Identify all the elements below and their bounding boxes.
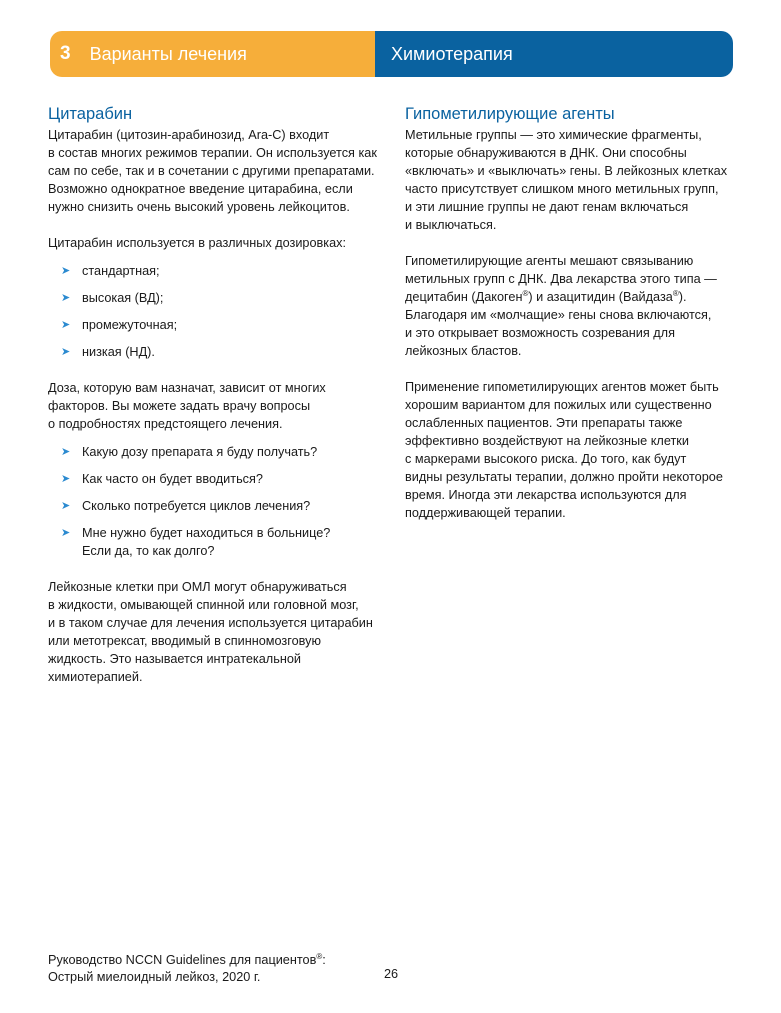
list-item-text: стандартная; [82, 264, 160, 278]
left-column [48, 104, 377, 704]
list-item-text: Как часто он будет вводиться? [82, 472, 263, 486]
page-header [50, 31, 733, 77]
list-item-text: Какую дозу препарата я буду получать? [82, 445, 318, 459]
text-line: время. Иногда эти лекарства используются для [405, 488, 687, 502]
text-run: ). [678, 290, 687, 304]
text-line: ослабленных пациентов. Эти препараты также [405, 416, 683, 430]
registered-mark: ® [672, 288, 679, 298]
list-item [48, 497, 368, 515]
page-number: 26 [384, 967, 399, 981]
cytarabine-intro [48, 126, 377, 216]
topic-title: Химиотерапия [375, 31, 733, 77]
text-line: о подробностях предстоящего лечения. [48, 417, 283, 431]
dosage-intro: Цитарабин используется в различных дозировках: [48, 236, 347, 250]
cytarabine-heading: Цитарабин [48, 105, 133, 123]
text-line: химиотерапией. [48, 670, 143, 684]
text-line: Метильные группы — это химические фрагменты, [405, 128, 702, 142]
text-run: : [322, 953, 326, 967]
section-tab [50, 31, 375, 77]
text-line: Благодаря им «молчащие» гены снова включаются, [405, 308, 712, 322]
list-item-text: высокая (ВД); [82, 291, 164, 305]
text-line: видны результаты терапии, должно пройти некоторое [405, 470, 723, 484]
bullet-arrow-icon: ➤ [61, 265, 71, 277]
text-line: в состав многих режимов терапии. Он используется как [48, 146, 377, 160]
section-number: 3 [60, 43, 71, 64]
text-line: в жидкости, омывающей спинной или головной мозг, [48, 598, 359, 612]
text-line: Гипометилирующие агенты мешают связыванию [405, 254, 694, 268]
list-item [48, 470, 368, 488]
methyl-paragraph [405, 126, 735, 234]
list-item [48, 289, 368, 307]
right-column [405, 104, 735, 540]
text-line: лейкозных бластов. [405, 344, 522, 358]
text-line: сам по себе, так и в сочетании с другими препаратами. [48, 164, 375, 178]
drug-names-line [405, 288, 735, 306]
list-item [48, 343, 368, 361]
list-item-text: Если да, то как долго? [82, 544, 215, 558]
page-footer [48, 952, 326, 986]
text-line: Цитарабин (цитозин-арабинозид, Ara-C) входит [48, 128, 330, 142]
dose-factors [48, 379, 368, 433]
text-run: Руководство NCCN Guidelines для пациентов [48, 953, 317, 967]
registered-mark: ® [522, 288, 529, 298]
text-line: Доза, которую вам назначат, зависит от многих [48, 381, 326, 395]
text-line: Применение гипометилирующих агентов может быть [405, 380, 719, 394]
text-line: которые обнаруживаются в ДНК. Они способны [405, 146, 687, 160]
agents-paragraph [405, 252, 735, 360]
text-line: с маркерами высокого риска. До того, как будут [405, 452, 687, 466]
text-line: факторов. Вы можете задать врачу вопросы [48, 399, 311, 413]
list-item [48, 524, 368, 560]
footer-line: Острый миелоидный лейкоз, 2020 г. [48, 970, 261, 984]
text-run: ) и азацитидин (Вайдаза [528, 290, 673, 304]
bullet-arrow-icon: ➤ [61, 473, 71, 485]
text-line: Лейкозные клетки при ОМЛ могут обнаруживаться [48, 580, 347, 594]
text-line: эффективно воздействуют на лейкозные клетки [405, 434, 689, 448]
section-title: Варианты лечения [89, 43, 247, 64]
text-run: децитабин (Дакоген [405, 290, 523, 304]
text-line: и выключаться. [405, 218, 497, 232]
text-line: метильных групп с ДНК. Два лекарства этого типа — [405, 272, 717, 286]
bullet-arrow-icon: ➤ [61, 346, 71, 358]
list-item-text: низкая (НД). [82, 345, 155, 359]
registered-mark: ® [316, 951, 323, 961]
text-line: поддерживающей терапии. [405, 506, 566, 520]
footer-line [48, 952, 326, 969]
list-item [48, 443, 368, 461]
list-item [48, 316, 368, 334]
dosage-list [48, 262, 368, 361]
hypomethylating-heading: Гипометилирующие агенты [405, 105, 615, 123]
bullet-arrow-icon: ➤ [61, 527, 71, 539]
text-line: нужно снизить очень высокий уровень лейкоцитов. [48, 200, 350, 214]
intrathecal-paragraph [48, 578, 373, 686]
list-item-text: Мне нужно будет находиться в больнице? [82, 526, 331, 540]
list-item [48, 262, 368, 280]
list-item-text: Сколько потребуется циклов лечения? [82, 499, 311, 513]
text-line: Возможно однократное введение цитарабина, если [48, 182, 353, 196]
text-line: часто присутствует слишком много метильных групп, [405, 182, 719, 196]
list-item-text: промежуточная; [82, 318, 178, 332]
text-line: и эти лишние группы не дают генам включаться [405, 200, 689, 214]
bullet-arrow-icon: ➤ [61, 500, 71, 512]
text-line: и это открывает возможность созревания для [405, 326, 675, 340]
bullet-arrow-icon: ➤ [61, 292, 71, 304]
text-line: жидкость. Это называется интратекальной [48, 652, 301, 666]
text-line: или метотрексат, вводимый в спинномозговую [48, 634, 321, 648]
elderly-paragraph [405, 378, 735, 522]
bullet-arrow-icon: ➤ [61, 446, 71, 458]
text-line: «включать» и «выключать» гены. В лейкозных клетках [405, 164, 728, 178]
questions-list [48, 443, 368, 560]
text-line: хорошим вариантом для пожилых или существенно [405, 398, 712, 412]
bullet-arrow-icon: ➤ [61, 319, 71, 331]
text-line: и в таком случае для лечения используется цитарабин [48, 616, 373, 630]
